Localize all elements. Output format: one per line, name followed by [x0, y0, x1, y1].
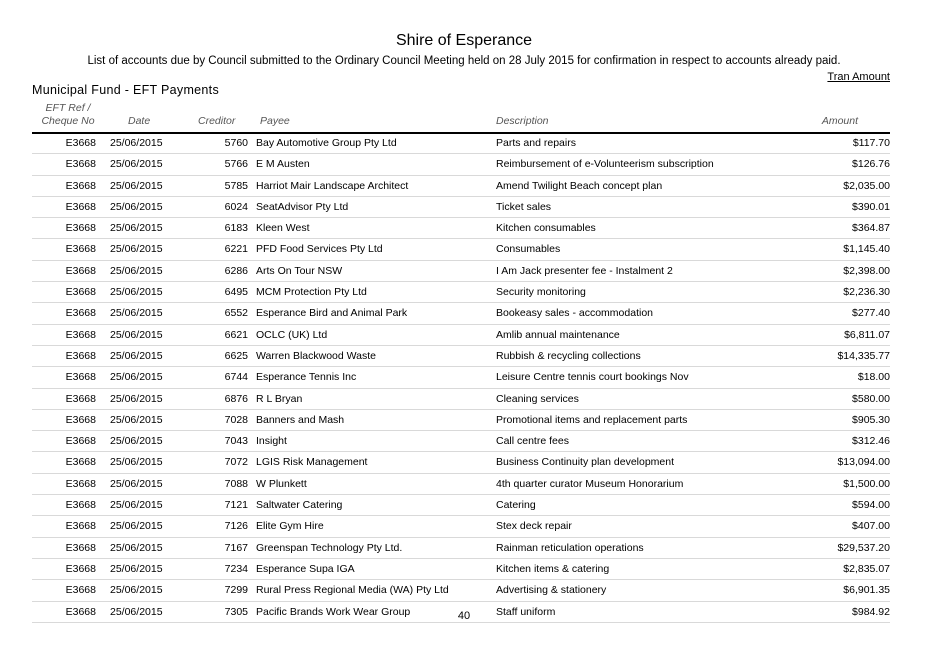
date-cell: 25/06/2015: [110, 286, 163, 299]
amount-cell: $6,811.07: [844, 328, 890, 341]
description-cell: Consumables: [496, 243, 561, 256]
amount-cell: $390.01: [852, 200, 890, 213]
creditor-cell: 7299: [224, 584, 248, 597]
payee-cell: Insight: [256, 435, 287, 448]
table-row: [32, 389, 890, 410]
header-eft-line1: EFT Ref /: [45, 102, 91, 114]
creditor-cell: 6286: [224, 264, 248, 277]
creditor-cell: 6552: [224, 307, 248, 320]
creditor-cell: 6876: [224, 392, 248, 405]
date-cell: 25/06/2015: [110, 584, 163, 597]
amount-cell: $6,901.35: [843, 584, 890, 597]
amount-cell: $594.00: [852, 499, 890, 512]
header-creditor: Creditor: [198, 115, 236, 127]
date-cell: 25/06/2015: [110, 243, 163, 256]
header-date: Date: [128, 115, 151, 127]
creditor-cell: 5766: [224, 158, 248, 171]
creditor-cell: 7305: [224, 605, 248, 618]
date-cell: 25/06/2015: [110, 520, 163, 533]
page-number: 40: [457, 610, 471, 622]
payee-cell: Harriot Mair Landscape Architect: [256, 179, 409, 192]
description-cell: Business Continuity plan development: [496, 456, 675, 469]
table-row: [32, 580, 890, 601]
payee-cell: Bay Automotive Group Pty Ltd: [256, 137, 397, 149]
amount-cell: $29,537.20: [837, 541, 890, 554]
creditor-cell: 7234: [224, 562, 248, 575]
eft-ref-cell: E3668: [65, 562, 96, 575]
eft-ref-cell: E3668: [65, 392, 96, 405]
date-cell: 25/06/2015: [110, 200, 163, 213]
table-row: [32, 282, 890, 303]
date-cell: 25/06/2015: [110, 456, 163, 469]
eft-ref-cell: E3668: [65, 413, 96, 426]
date-cell: 25/06/2015: [110, 435, 163, 448]
table-row: [32, 410, 890, 431]
amount-cell: $407.00: [852, 520, 890, 533]
date-cell: 25/06/2015: [110, 307, 163, 320]
creditor-cell: 5785: [224, 179, 248, 192]
amount-cell: $1,500.00: [843, 477, 890, 490]
description-cell: Stex deck repair: [496, 520, 572, 533]
table-row: [32, 495, 890, 516]
amount-cell: $2,398.00: [843, 264, 890, 277]
eft-ref-cell: E3668: [65, 200, 96, 213]
payee-cell: Kleen West: [256, 222, 310, 235]
header-eft-ref: [40, 102, 96, 128]
table-row: [32, 303, 890, 324]
date-cell: 25/06/2015: [110, 541, 163, 554]
creditor-cell: 6221: [224, 243, 248, 256]
payee-cell: Banners and Mash: [256, 413, 345, 426]
creditor-cell: 5760: [224, 137, 248, 149]
eft-ref-cell: E3668: [65, 307, 96, 320]
amount-cell: $14,335.77: [837, 349, 890, 362]
amount-cell: $580.00: [852, 392, 890, 405]
table-row: [32, 154, 890, 175]
document-subtitle: List of accounts due by Council submitted to the Ordinary Council Meeting held on 28 July 2015 for confirmation in respect to accounts already paid.: [87, 55, 841, 67]
table-row: [32, 538, 890, 559]
description-cell: Amend Twilight Beach concept plan: [496, 179, 663, 192]
table-row: [32, 431, 890, 452]
eft-ref-cell: E3668: [65, 584, 96, 597]
date-cell: 25/06/2015: [110, 392, 163, 405]
header-payee: Payee: [260, 115, 290, 127]
eft-ref-cell: E3668: [65, 158, 96, 171]
eft-ref-cell: E3668: [65, 264, 96, 277]
payee-cell: MCM Protection Pty Ltd: [256, 286, 367, 299]
eft-ref-cell: E3668: [65, 286, 96, 299]
eft-ref-cell: E3668: [65, 520, 96, 533]
description-cell: Security monitoring: [496, 286, 586, 299]
table-row: [32, 197, 890, 218]
date-cell: 25/06/2015: [110, 562, 163, 575]
creditor-cell: 7126: [224, 520, 248, 533]
table-row: [32, 133, 890, 154]
date-cell: 25/06/2015: [110, 179, 163, 192]
table-row: [32, 239, 890, 260]
description-cell: Leisure Centre tennis court bookings Nov: [496, 371, 689, 384]
amount-cell: $117.70: [852, 137, 890, 149]
table-row: [32, 367, 890, 388]
tran-amount-label: Tran Amount: [827, 71, 890, 83]
amount-cell: $277.40: [852, 307, 890, 320]
eft-ref-cell: E3668: [65, 222, 96, 235]
description-cell: Amlib annual maintenance: [496, 328, 620, 341]
table-row: [32, 261, 890, 282]
creditor-cell: 6744: [224, 371, 248, 384]
table-row: [32, 346, 890, 367]
description-cell: Bookeasy sales - accommodation: [496, 307, 653, 320]
date-cell: 25/06/2015: [110, 349, 163, 362]
amount-cell: $312.46: [852, 435, 890, 448]
table-row: [32, 516, 890, 537]
payee-cell: E M Austen: [256, 158, 310, 171]
amount-cell: $2,035.00: [843, 179, 890, 192]
payee-cell: Esperance Supa IGA: [256, 562, 355, 575]
amount-cell: $2,835.07: [843, 562, 890, 575]
description-cell: Promotional items and replacement parts: [496, 413, 688, 426]
description-cell: Kitchen consumables: [496, 222, 596, 235]
date-cell: 25/06/2015: [110, 328, 163, 341]
amount-cell: $2,236.30: [843, 286, 890, 299]
date-cell: 25/06/2015: [110, 264, 163, 277]
creditor-cell: 6625: [224, 349, 248, 362]
creditor-cell: 7088: [224, 477, 248, 490]
amount-cell: $984.92: [852, 605, 890, 618]
payee-cell: Saltwater Catering: [256, 499, 343, 512]
date-cell: 25/06/2015: [110, 413, 163, 426]
description-cell: Rainman reticulation operations: [496, 541, 644, 554]
eft-ref-cell: E3668: [65, 435, 96, 448]
eft-ref-cell: E3668: [65, 371, 96, 384]
eft-ref-cell: E3668: [65, 137, 96, 149]
description-cell: Catering: [496, 499, 536, 512]
header-eft-line2: Cheque No: [41, 115, 95, 127]
description-cell: Staff uniform: [496, 605, 556, 618]
payee-cell: R L Bryan: [256, 392, 303, 405]
amount-cell: $1,145.40: [843, 243, 890, 256]
table-row: [32, 559, 890, 580]
payee-cell: PFD Food Services Pty Ltd: [256, 243, 383, 256]
creditor-cell: 7043: [224, 435, 248, 448]
creditor-cell: 6495: [224, 286, 248, 299]
creditor-cell: 7072: [224, 456, 248, 469]
payee-cell: Arts On Tour NSW: [256, 264, 343, 277]
creditor-cell: 7121: [224, 499, 248, 512]
payee-cell: Esperance Tennis Inc: [256, 371, 357, 384]
eft-ref-cell: E3668: [65, 349, 96, 362]
date-cell: 25/06/2015: [110, 371, 163, 384]
payee-cell: W Plunkett: [256, 477, 307, 490]
payee-cell: Greenspan Technology Pty Ltd.: [256, 541, 403, 554]
table-header: [32, 100, 890, 134]
payee-cell: Warren Blackwood Waste: [256, 349, 377, 362]
creditor-cell: 6024: [224, 200, 248, 213]
payee-cell: Esperance Bird and Animal Park: [256, 307, 408, 320]
header-amount: Amount: [821, 115, 858, 127]
table-row: [32, 452, 890, 473]
date-cell: 25/06/2015: [110, 137, 163, 149]
date-cell: 25/06/2015: [110, 158, 163, 171]
creditor-cell: 7028: [224, 413, 248, 426]
eft-ref-cell: E3668: [65, 456, 96, 469]
description-cell: 4th quarter curator Museum Honorarium: [496, 477, 684, 490]
description-cell: Call centre fees: [496, 435, 569, 448]
description-cell: Cleaning services: [496, 392, 579, 405]
payee-cell: Rural Press Regional Media (WA) Pty Ltd: [256, 584, 449, 597]
document-title: Shire of Esperance: [395, 32, 533, 49]
amount-cell: $126.76: [852, 158, 890, 171]
date-cell: 25/06/2015: [110, 477, 163, 490]
description-cell: Rubbish & recycling collections: [496, 349, 641, 362]
description-cell: Parts and repairs: [496, 137, 576, 149]
description-cell: Reimbursement of e-Volunteerism subscription: [496, 158, 714, 171]
eft-ref-cell: E3668: [65, 541, 96, 554]
table-row: [32, 474, 890, 495]
description-cell: Advertising & stationery: [496, 584, 607, 597]
date-cell: 25/06/2015: [110, 222, 163, 235]
header-description: Description: [496, 115, 549, 127]
eft-ref-cell: E3668: [65, 179, 96, 192]
payee-cell: Pacific Brands Work Wear Group: [256, 605, 411, 618]
table-row: [32, 218, 890, 239]
eft-ref-cell: E3668: [65, 499, 96, 512]
payee-cell: OCLC (UK) Ltd: [256, 328, 328, 341]
payee-cell: SeatAdvisor Pty Ltd: [256, 200, 349, 213]
fund-heading: Municipal Fund - EFT Payments: [32, 83, 220, 97]
eft-ref-cell: E3668: [65, 328, 96, 341]
creditor-cell: 6183: [224, 222, 248, 235]
payee-cell: LGIS Risk Management: [256, 456, 368, 469]
eft-ref-cell: E3668: [65, 605, 96, 618]
amount-cell: $905.30: [852, 413, 890, 426]
amount-cell: $13,094.00: [837, 456, 890, 469]
eft-ref-cell: E3668: [65, 243, 96, 256]
creditor-cell: 7167: [224, 541, 248, 554]
description-cell: Ticket sales: [496, 200, 552, 213]
description-cell: Kitchen items & catering: [496, 562, 610, 575]
creditor-cell: 6621: [224, 328, 248, 341]
date-cell: 25/06/2015: [110, 605, 163, 618]
table-row: [32, 325, 890, 346]
description-cell: I Am Jack presenter fee - Instalment 2: [496, 264, 673, 277]
payments-table-body: [32, 133, 890, 623]
payee-cell: Elite Gym Hire: [256, 520, 324, 533]
table-row: [32, 176, 890, 197]
date-cell: 25/06/2015: [110, 499, 163, 512]
amount-cell: $18.00: [857, 371, 890, 384]
amount-cell: $364.87: [852, 222, 890, 235]
eft-ref-cell: E3668: [65, 477, 96, 490]
